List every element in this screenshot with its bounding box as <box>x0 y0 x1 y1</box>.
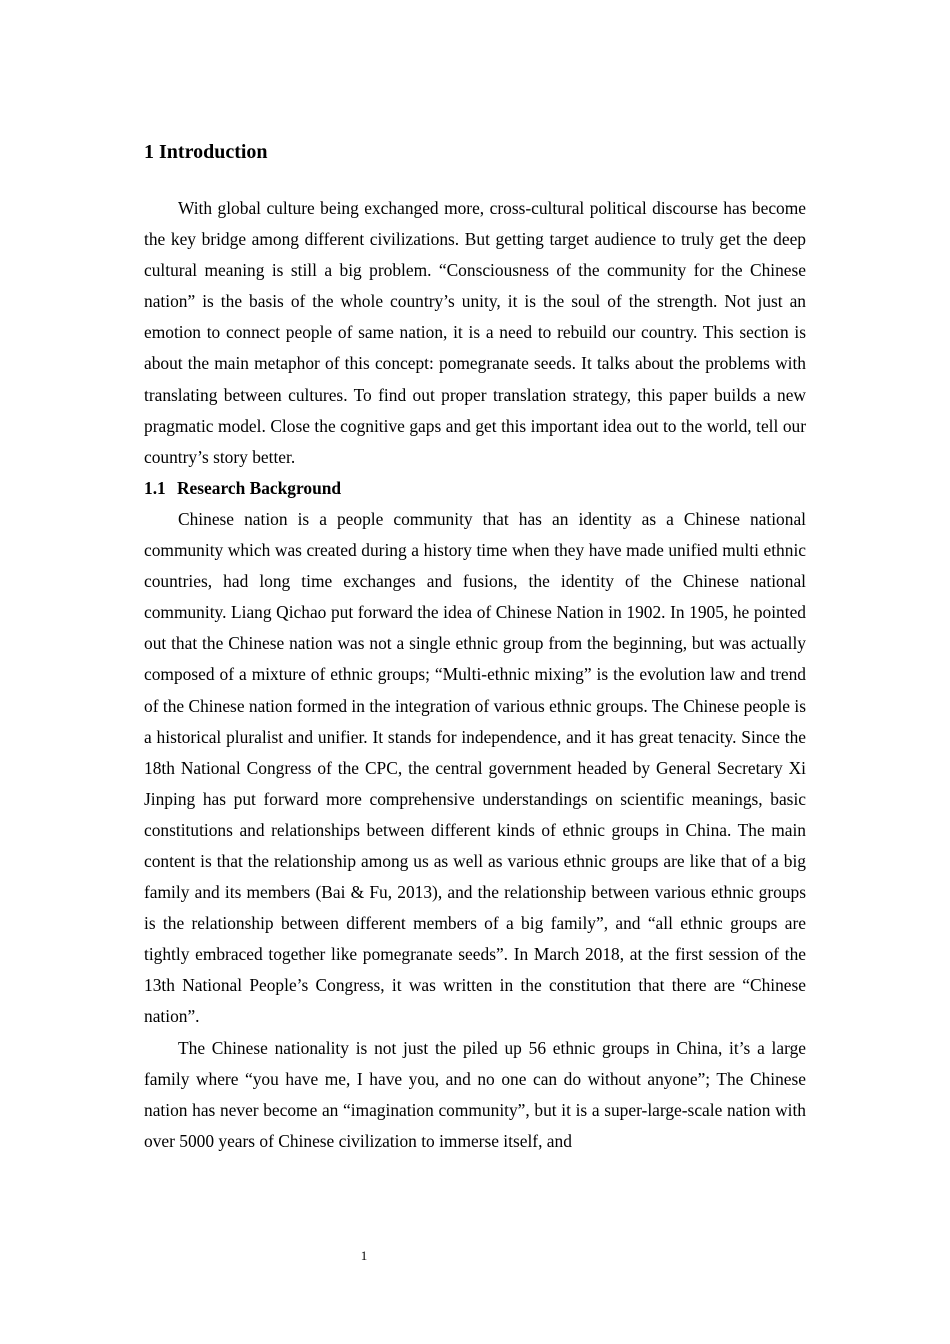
body-paragraph: Chinese nation is a people community that has an identity as a Chinese national community which was created during a history time when they have made unified multi ethnic countries, had long time exchanges and fusions, the identity of the Chinese national community. Liang Qichao put forward the idea of Chinese Nation in 1902. In 1905, he pointed out that the Chinese nation was not a single ethnic group from the beginning, but was actually composed of a mixture of ethnic groups; “Multi-ethnic mixing” is the evolution law and trend of the Chinese nation formed in the integration of various ethnic groups. The Chinese people is a historical pluralist and unifier. It stands for independence, and it has great tenacity. Since the 18th National Congress of the CPC, the central government headed by General Secretary Xi Jinping has put forward more comprehensive understandings on scientific meanings, basic constitutions and relationships between different kinds of ethnic groups in China. The main content is that the relationship among us as well as various ethnic groups are like that of a big family and its members (Bai & Fu, 2013), and the relationship between various ethnic groups is the relationship between different members of a big family”, and “all ethnic groups are tightly embraced together like pomegranate seeds”. In March 2018, at the first session of the 13th National People’s Congress, it was written in the constitution that there are “Chinese nation”. <box>144 508 806 1027</box>
intro-paragraph: With global culture being exchanged more, cross-cultural political discourse has become the key bridge among different civilizations. But getting target audience to truly get the deep cultural meaning is still a big problem. “Consciousness of the community for the Chinese nation” is the basis of the whole country’s unity, it is the soul of the strength. Not just an emotion to connect people of same nation, it is a need to rebuild our country. This section is about the main metaphor of this concept: pomegranate seeds. It talks about the problems with translating between cultures. To find out proper translation strategy, this paper builds a new pragmatic model. Close the cognitive gaps and get this important idea out to the world, tell our country’s story better. <box>144 198 806 467</box>
body-paragraph: The Chinese nationality is not just the piled up 56 ethnic groups in China, it’s a large family where “you have me, I have you, and no one can do without anyone”; The Chinese nation has never become an “imagination community”, but it is a super-large-scale nation with over 5000 years of Chinese civilization to immerse itself, and <box>144 1037 806 1151</box>
section-title: 1 Introduction <box>144 141 268 163</box>
document-page <box>144 138 806 1157</box>
subsection-number: 1.1 <box>144 477 166 498</box>
subsection-title: Research Background <box>177 477 342 498</box>
subsection-heading <box>144 473 806 504</box>
page-number: 1 <box>360 1248 368 1263</box>
